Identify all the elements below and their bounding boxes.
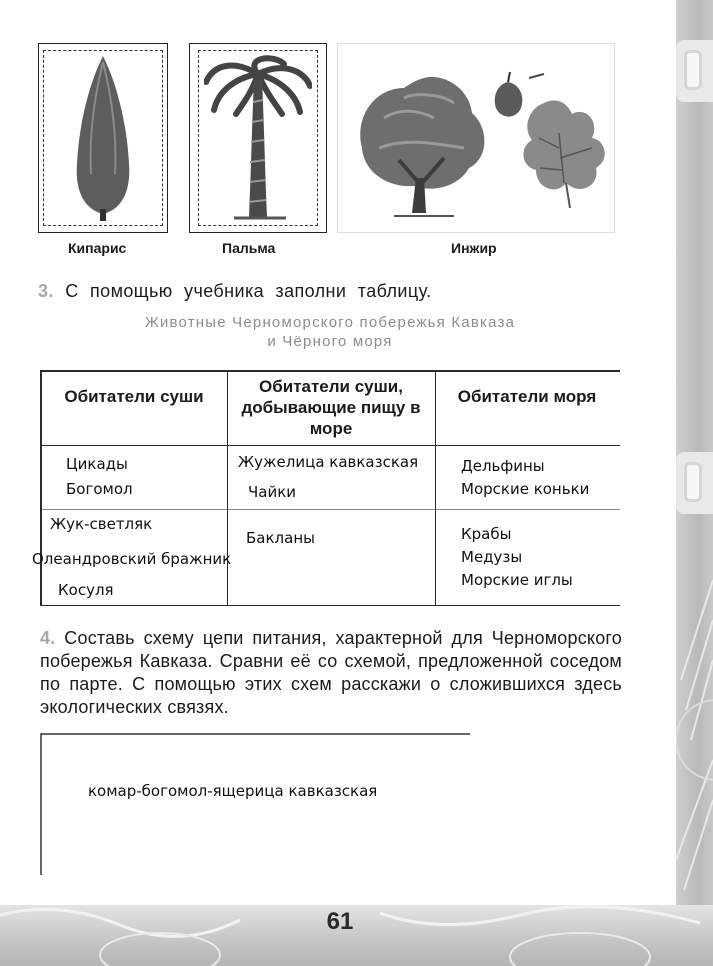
table-top-border — [40, 370, 620, 372]
table-header-divider — [40, 445, 620, 446]
fig-picture-frame — [337, 43, 615, 233]
table-cell: Морские коньки — [461, 480, 590, 498]
column-header-land-sea-food: Обитатели суши, добывающие пищу в море — [241, 377, 421, 438]
task-3-text: С помощью учебника заполни таблицу. — [65, 281, 432, 301]
fig-caption: Инжир — [451, 240, 497, 256]
page-number: 61 — [326, 908, 354, 935]
fig-illustration — [344, 48, 610, 226]
table-bottom-border — [40, 605, 620, 606]
decorative-leaf-pattern — [676, 560, 713, 910]
task-4-text: Составь схему цепи питания, характерной для Черноморского побережья Кавказа. Сравни её со схемой, предложенной соседом по парте. С помощью этих схем расскажи о сложившихся здесь экологических связях. — [40, 628, 622, 717]
answer-box — [40, 733, 612, 875]
table-title-line-2: и Чёрного моря — [267, 333, 393, 350]
table-cell: Жужелица кавказская — [238, 453, 419, 471]
task-3-instruction — [38, 281, 432, 302]
column-header-land: Обитатели суши — [64, 387, 204, 406]
margin-tab-marker — [676, 452, 713, 514]
palm-picture-frame — [189, 43, 327, 233]
table-cell: Дельфины — [461, 457, 545, 475]
task-4-number: 4. — [40, 628, 56, 648]
task-4-instruction — [40, 627, 622, 719]
margin-tab-marker — [676, 40, 713, 102]
table-cell: Медузы — [461, 548, 523, 566]
table-cell: Крабы — [461, 525, 512, 543]
table-title — [40, 313, 620, 351]
table-cell: Косуля — [58, 581, 114, 599]
palm-illustration — [204, 52, 312, 224]
cypress-caption: Кипарис — [68, 240, 127, 256]
column-header-sea: Обитатели моря — [457, 387, 597, 406]
table-cell: Олеандровский бражник — [32, 550, 232, 568]
food-chain-answer[interactable]: комар-богомол-ящерица кавказская — [88, 782, 378, 800]
table-cell: Цикады — [66, 455, 128, 473]
cypress-illustration — [69, 54, 137, 224]
table-title-line-1: Животные Черноморского побережья Кавказа — [144, 314, 516, 331]
task-3-number: 3. — [38, 281, 54, 301]
table-row-divider — [40, 509, 620, 510]
cypress-picture-frame — [38, 43, 168, 233]
table-cell: Жук-светляк — [50, 515, 153, 533]
table-column-divider — [227, 370, 228, 606]
table-cell: Морские иглы — [461, 571, 573, 589]
table-cell: Богомол — [66, 480, 133, 498]
palm-caption: Пальма — [222, 240, 276, 256]
table-cell: Чайки — [248, 483, 297, 501]
table-left-border — [40, 370, 42, 606]
table-column-divider — [435, 370, 436, 606]
table-cell: Бакланы — [246, 529, 315, 547]
